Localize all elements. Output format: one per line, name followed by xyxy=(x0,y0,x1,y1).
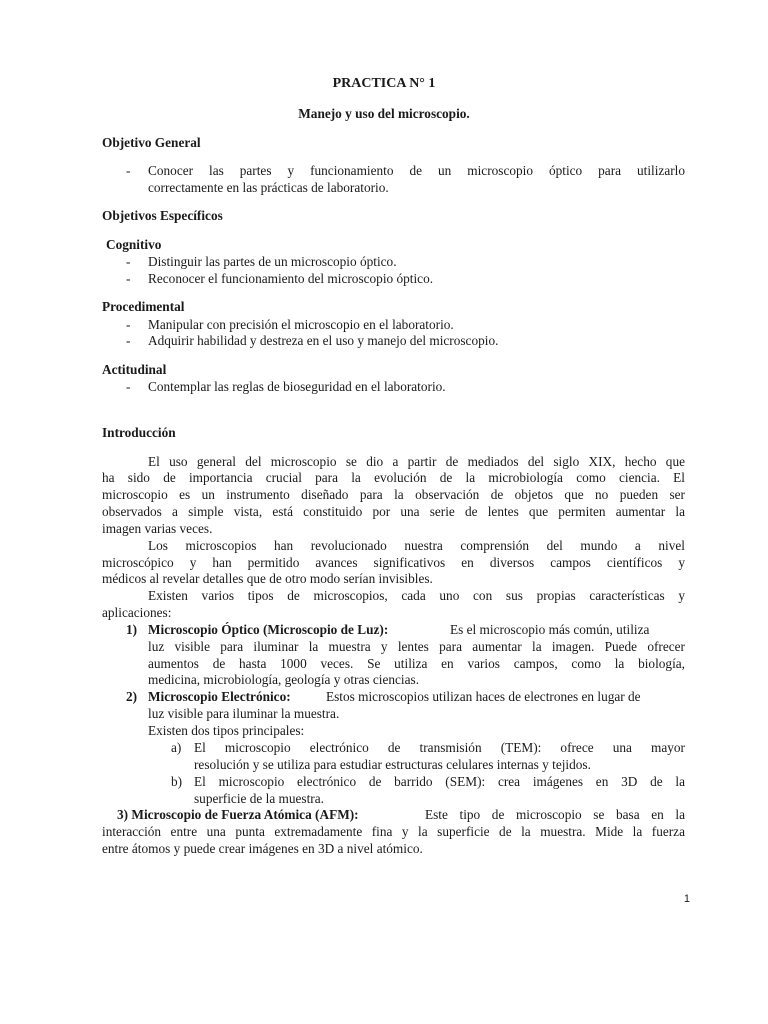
procedural-heading: Procedimental xyxy=(102,299,185,314)
paragraph-line: observados a simple vista, está constituido por una serie de lentes que permiten aumentar la xyxy=(102,504,685,519)
type-2-title: Microscopio Electrónico: xyxy=(148,689,291,704)
list-bullet: - xyxy=(126,254,131,269)
sub-item-text: resolución y se utiliza para estudiar estructuras celulares internas y tejidos. xyxy=(194,757,591,772)
specific-objectives-heading: Objetivos Específicos xyxy=(102,208,223,223)
paragraph-line: médicos al revelar detalles que de otro modo serían invisibles. xyxy=(102,571,433,586)
type-3-desc: Este tipo de microscopio se basa en la xyxy=(425,807,685,822)
type-3-desc: entre átomos y puede crear imágenes en 3D a nivel atómico. xyxy=(102,841,423,856)
type-2-desc: luz visible para iluminar la muestra. xyxy=(148,706,340,721)
type-1-desc: medicina, microbiología, geología y otras ciencias. xyxy=(148,672,420,687)
list-bullet: - xyxy=(126,379,131,394)
type-3-desc: interacción entre una punta extremadamente fina y la superficie de la muestra. Mide la fuerza xyxy=(102,824,685,839)
procedural-item: Adquirir habilidad y destreza en el uso y manejo del microscopio. xyxy=(148,333,499,348)
cognitive-item: Distinguir las partes de un microscopio óptico. xyxy=(148,254,397,269)
paragraph-line: imagen varias veces. xyxy=(102,521,213,536)
attitudinal-item: Contemplar las reglas de bioseguridad en el laboratorio. xyxy=(148,379,446,394)
list-bullet: - xyxy=(126,271,131,286)
sub-item-text: superficie de la muestra. xyxy=(194,791,324,806)
type-3-title: 3) Microscopio de Fuerza Atómica (AFM): xyxy=(117,807,359,822)
procedural-item: Manipular con precisión el microscopio en el laboratorio. xyxy=(148,317,454,332)
general-objective-line-2: correctamente en las prácticas de laboratorio. xyxy=(148,180,389,195)
sub-item-label: b) xyxy=(171,774,183,789)
type-1-first-line xyxy=(148,622,388,638)
sub-item-text: El microscopio electrónico de transmisión (TEM): ofrece una mayor xyxy=(194,740,685,755)
paragraph-line: El uso general del microscopio se dio a partir de mediados del siglo XIX, hecho que xyxy=(148,454,685,469)
type-1-desc: Es el microscopio más común, utiliza xyxy=(450,622,650,637)
attitudinal-heading: Actitudinal xyxy=(102,362,167,377)
general-objective-line-1: Conocer las partes y funcionamiento de un microscopio óptico para utilizarlo xyxy=(148,163,685,178)
list-bullet: - xyxy=(126,333,131,348)
type-2-desc: Estos microscopios utilizan haces de electrones en lugar de xyxy=(326,689,641,704)
list-number: 2) xyxy=(126,689,138,704)
list-number: 1) xyxy=(126,622,138,637)
paragraph-line: aplicaciones: xyxy=(102,605,172,620)
type-1-desc: aumentos de hasta 1000 veces. Se utiliza en varios campos, como la biología, xyxy=(148,656,685,671)
page-number: 1 xyxy=(683,893,690,905)
page-title: PRACTICA N° 1 xyxy=(332,76,436,91)
page-subtitle: Manejo y uso del microscopio. xyxy=(298,106,470,121)
list-bullet: - xyxy=(126,317,131,332)
type-2-desc: Existen dos tipos principales: xyxy=(148,723,305,738)
introduction-heading: Introducción xyxy=(102,425,176,440)
type-1-desc: luz visible para iluminar la muestra y lentes para aumentar la imagen. Puede ofrecer xyxy=(148,639,685,654)
list-bullet: - xyxy=(126,163,131,178)
cognitive-item: Reconocer el funcionamiento del microscopio óptico. xyxy=(148,271,434,286)
paragraph-line: ha sido de importancia crucial para la evolución de la microbiología como ciencia. El xyxy=(102,470,685,485)
type-1-title: Microscopio Óptico (Microscopio de Luz): xyxy=(148,622,389,637)
paragraph-line: Existen varios tipos de microscopios, cada uno con sus propias características y xyxy=(148,588,685,603)
general-objective-heading: Objetivo General xyxy=(102,135,201,150)
cognitive-heading: Cognitivo xyxy=(106,237,162,252)
paragraph-line: microscópico y han permitido avances significativos en diversos campos científicos y xyxy=(102,555,685,570)
sub-item-label: a) xyxy=(171,740,182,755)
sub-item-text: El microscopio electrónico de barrido (SEM): crea imágenes en 3D de la xyxy=(194,774,685,789)
paragraph-line: Los microscopios han revolucionado nuestra comprensión del mundo a nivel xyxy=(148,538,685,553)
paragraph-line: microscopio es un instrumento diseñado para la observación de objetos que no pueden ser xyxy=(102,487,685,502)
